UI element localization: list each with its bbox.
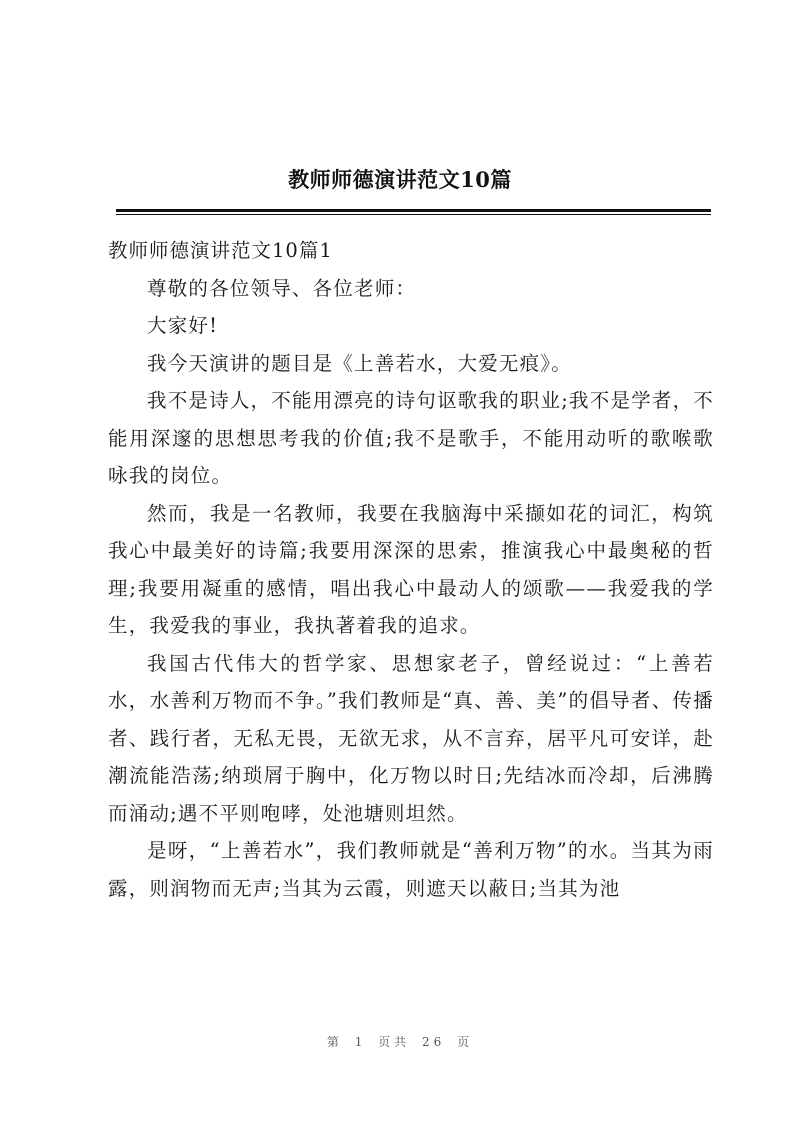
paragraph: 尊敬的各位领导、各位老师：: [147, 276, 417, 300]
footer-suffix: 页: [457, 1035, 474, 1049]
paragraph: 然而，我是一名教师，我要在我脑海中采撷如花的词汇，构筑我心中最美好的诗篇;我要用深深的思索，推演我心中最奥秘的哲理;我要用凝重的感情，唱出我心中最动人的颂歌——我爱我的学生，我爱我的事业，我执著着我的追求。: [108, 501, 714, 637]
document-body: [108, 232, 714, 907]
footer-total-pages: 26: [422, 1035, 446, 1049]
footer-middle: 页共: [378, 1035, 411, 1049]
paragraph: 大家好!: [147, 314, 219, 337]
paragraph: 我国古代伟大的哲学家、思想家老子，曾经说过：“上善若水，水善利万物而不争。”我们教师是“真、善、美”的倡导者、传播者、践行者，无私无畏，无欲无求，从不言弃，居平凡可安详，赴潮流能浩荡;纳琐屑于胸中，化万物以时日;先结冰而冷却，后沸腾而涌动;遇不平则咆哮，处池塘则坦然。: [108, 651, 714, 825]
document-title: 教师师德演讲范文10篇: [288, 167, 512, 192]
paragraph: 是呀，“上善若水”，我们教师就是“善利万物”的水。当其为雨露，则润物而无声;当其为云霞，则遮天以蔽日;当其为池: [108, 839, 714, 900]
section-heading: 教师师德演讲范文10篇1: [108, 239, 333, 262]
paragraph: 我今天演讲的题目是《上善若水，大爱无痕》。: [147, 351, 572, 375]
footer-prefix: 第: [326, 1035, 343, 1049]
footer-page-number: 1: [354, 1035, 367, 1049]
page-footer: [0, 1033, 800, 1050]
title-rule-thin: [116, 214, 711, 215]
title-rule-thick: [116, 209, 711, 212]
paragraph: 我不是诗人，不能用漂亮的诗句讴歌我的职业;我不是学者，不能用深邃的思想思考我的价值;我不是歌手，不能用动听的歌喉歌咏我的岗位。: [108, 389, 714, 487]
